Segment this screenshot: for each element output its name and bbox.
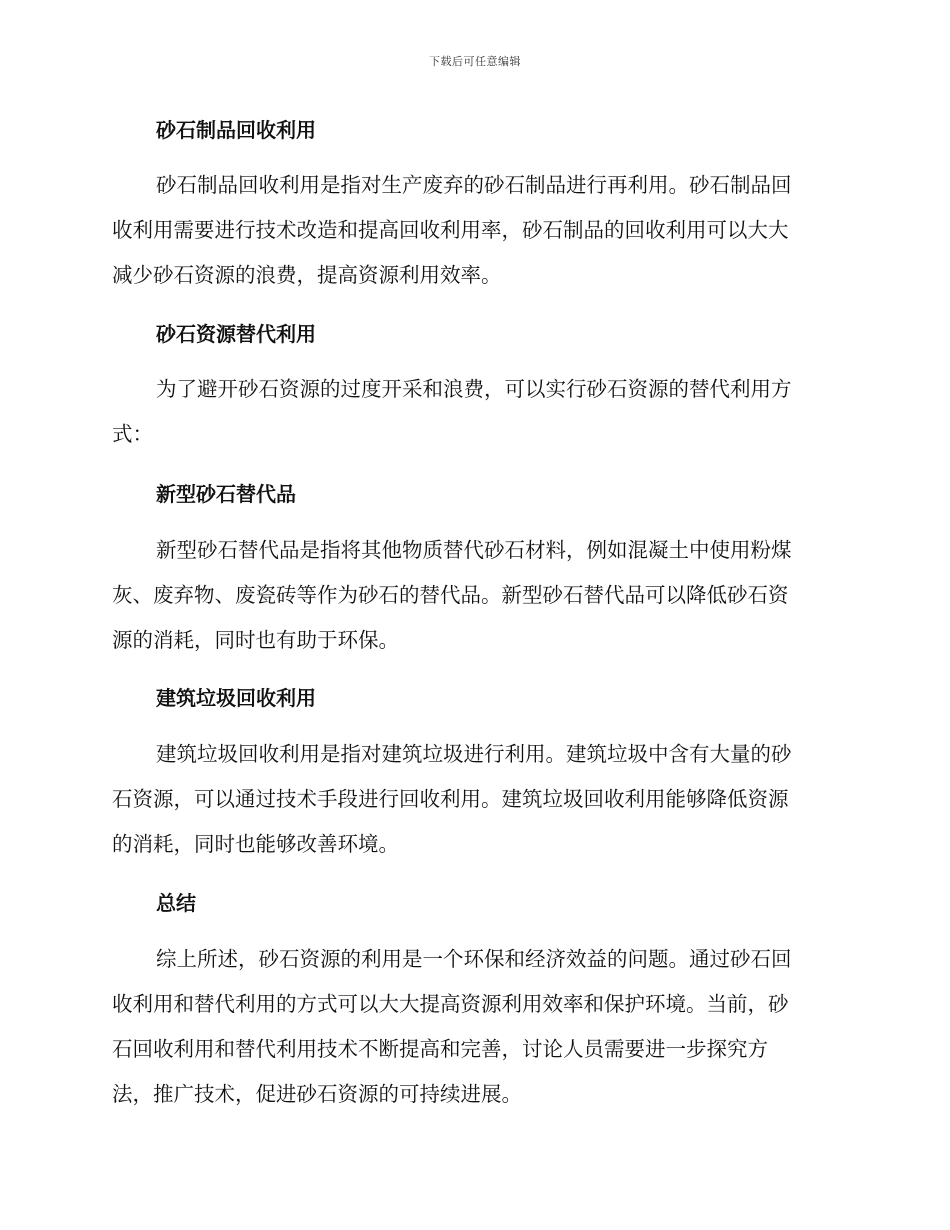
section-heading: 砂石资源替代利用 [156,322,316,346]
section-paragraph [112,163,828,298]
section-paragraph [112,528,828,663]
paragraph-line: 为了避开砂石资源的过度开采和浪费，可以实行砂石资源的替代利用方 [156,377,792,401]
section-heading: 建筑垃圾回收利用 [156,686,316,710]
paragraph-line: 源的消耗，同时也有助于环保。 [112,628,399,652]
paragraph-line: 收利用和替代利用的方式可以大大提高资源利用效率和保护环境。当前，砂 [112,992,789,1016]
section-heading: 总结 [156,891,196,915]
section-paragraph [112,367,828,457]
section-heading: 新型砂石替代品 [156,482,296,506]
section-paragraph [112,732,828,867]
paragraph-line: 的消耗，同时也能够改善环境。 [112,832,399,856]
page-header: 下载后可任意编辑 [429,55,521,68]
section-heading: 砂石制品回收利用 [156,118,316,142]
paragraph-line: 建筑垃圾回收利用是指对建筑垃圾进行利用。建筑垃圾中含有大量的砂 [156,742,792,766]
paragraph-line: 综上所述，砂石资源的利用是一个环保和经济效益的问题。通过砂石回 [156,947,792,971]
paragraph-line: 石回收利用和替代利用技术不断提高和完善，讨论人员需要进一步探究方 [112,1037,768,1061]
paragraph-line: 法，推广技术，促进砂石资源的可持续进展。 [112,1082,522,1106]
paragraph-line: 石资源，可以通过技术手段进行回收利用。建筑垃圾回收利用能够降低资源 [112,787,789,811]
paragraph-line: 新型砂石替代品是指将其他物质替代砂石材料，例如混凝土中使用粉煤 [156,538,792,562]
paragraph-line: 砂石制品回收利用是指对生产废弃的砂石制品进行再利用。砂石制品回 [156,173,792,197]
paragraph-line: 式： [112,422,153,446]
paragraph-line: 灰、废弃物、废瓷砖等作为砂石的替代品。新型砂石替代品可以降低砂石资 [112,583,789,607]
section-paragraph [112,937,828,1117]
paragraph-line: 收利用需要进行技术改造和提高回收利用率，砂石制品的回收利用可以大大 [112,218,789,242]
paragraph-line: 减少砂石资源的浪费，提高资源利用效率。 [112,263,502,287]
